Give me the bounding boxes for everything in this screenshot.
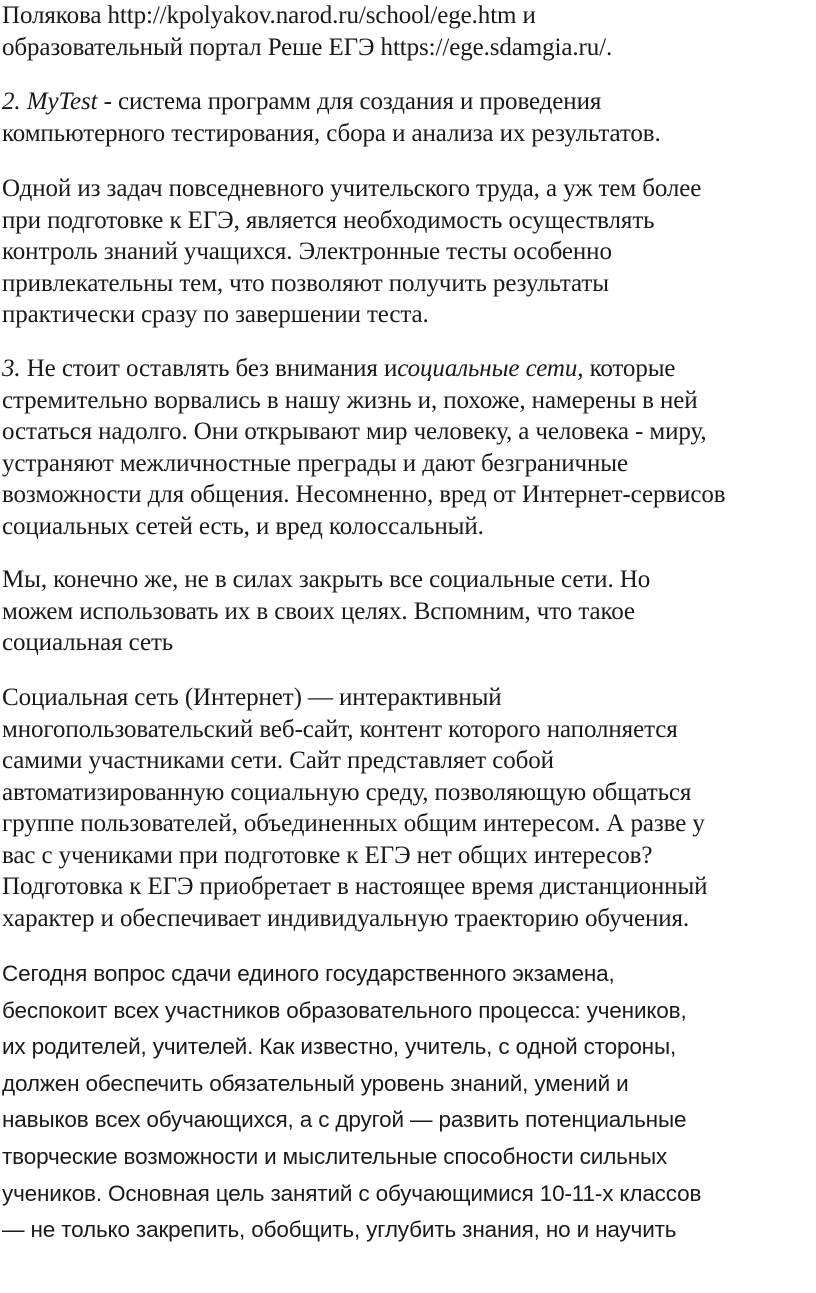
paragraph-use-networks bbox=[2, 564, 650, 659]
text-fragment: Не стоит оставлять без внимания и bbox=[20, 355, 398, 382]
paragraph-mytest bbox=[2, 86, 661, 149]
item-number: 2. bbox=[2, 88, 21, 115]
text-line: творческие возможности и мыслительные способности сильных bbox=[2, 1143, 668, 1169]
paragraph-social-networks bbox=[2, 353, 725, 542]
text-line: возможности для общения. Несомненно, вред от Интернет-сервисов bbox=[2, 481, 726, 508]
text-line: должен обеспечить обязательный уровень знаний, умений и bbox=[2, 1070, 629, 1096]
item-title: MyTest bbox=[26, 88, 98, 115]
text-line: автоматизированную социальную среду, позволяющую общаться bbox=[2, 778, 692, 806]
text-line: стремительно ворвались в нашу жизнь и, похоже, намерены в ней bbox=[2, 386, 698, 414]
text-line: многопользовательский веб-сайт, контент которого наполняется bbox=[2, 715, 678, 743]
text-line: Мы, конечно же, не в силах закрыть все социальные сети. Но bbox=[2, 566, 651, 593]
text-line: учеников. Основная цель занятий с обучающимися 10-11-х классов bbox=[2, 1180, 702, 1206]
text-line: вас с учениками при подготовке к ЕГЭ нет общих интересов? bbox=[2, 841, 653, 869]
paragraph-definition bbox=[2, 682, 707, 934]
text-line: привлекательны тем, что позволяют получить результаты bbox=[2, 269, 609, 297]
text-line: Подготовка к ЕГЭ приобретает в настоящее время дистанционный bbox=[2, 873, 708, 900]
text-line: навыков всех обучающихся, а с другой — развить потенциальные bbox=[2, 1107, 687, 1133]
text-line: Полякова http://kpolyakov.narod.ru/school/ege.htm и bbox=[2, 2, 536, 29]
text-line bbox=[2, 353, 725, 385]
text-line: характер и обеспечивает индивидуальную траекторию обучения. bbox=[2, 904, 690, 932]
text-line: социальная сеть bbox=[2, 629, 174, 656]
text-fragment: - система программ для создания и проведения bbox=[97, 88, 602, 115]
text-line: Социальная сеть (Интернет) — интерактивный bbox=[2, 684, 502, 711]
text-line: при подготовке к ЕГЭ, является необходимость осуществлять bbox=[2, 206, 655, 234]
text-line: группе пользователей, объединенных общим интересом. А разве у bbox=[2, 810, 705, 837]
text-line: самими участниками сети. Сайт представляет собой bbox=[2, 747, 554, 774]
text-line: практически сразу по завершении теста. bbox=[2, 301, 429, 328]
text-line: контроль знаний учащихся. Электронные тесты особенно bbox=[2, 238, 612, 265]
text-line: компьютерного тестирования, сбора и анализа их результатов. bbox=[2, 119, 661, 147]
text-line: Одной из задач повседневного учительского труда, а уж тем более bbox=[2, 175, 702, 202]
text-line: образовательный портал Реше ЕГЭ https://ege.sdamgia.ru/. bbox=[2, 33, 613, 61]
paragraph-exam bbox=[2, 956, 701, 1249]
text-line: — не только закрепить, обобщить, углубить знания, но и научить bbox=[2, 1217, 677, 1243]
text-line bbox=[2, 86, 661, 118]
text-line: можем использовать их в своих целях. Вспомним, что такое bbox=[2, 597, 635, 625]
text-line: их родителей, учителей. Как известно, учитель, с одной стороны, bbox=[2, 1034, 677, 1060]
item-number: 3. bbox=[2, 355, 21, 382]
text-italic: социальные сети bbox=[397, 355, 578, 382]
paragraph-tests bbox=[2, 173, 701, 331]
text-line: Сегодня вопрос сдачи единого государственного экзамена, bbox=[2, 961, 615, 986]
text-line: социальных сетей есть, и вред колоссальный. bbox=[2, 512, 484, 540]
text-line: устраняют межличностные преграды и дают безграничные bbox=[2, 449, 628, 477]
text-fragment: , которые bbox=[577, 355, 676, 382]
text-line: беспокоит всех участников образовательного процесса: учеников, bbox=[2, 997, 687, 1023]
paragraph-sources bbox=[2, 0, 612, 63]
text-line: остаться надолго. Они открывают мир человеку, а человека - миру, bbox=[2, 418, 707, 445]
